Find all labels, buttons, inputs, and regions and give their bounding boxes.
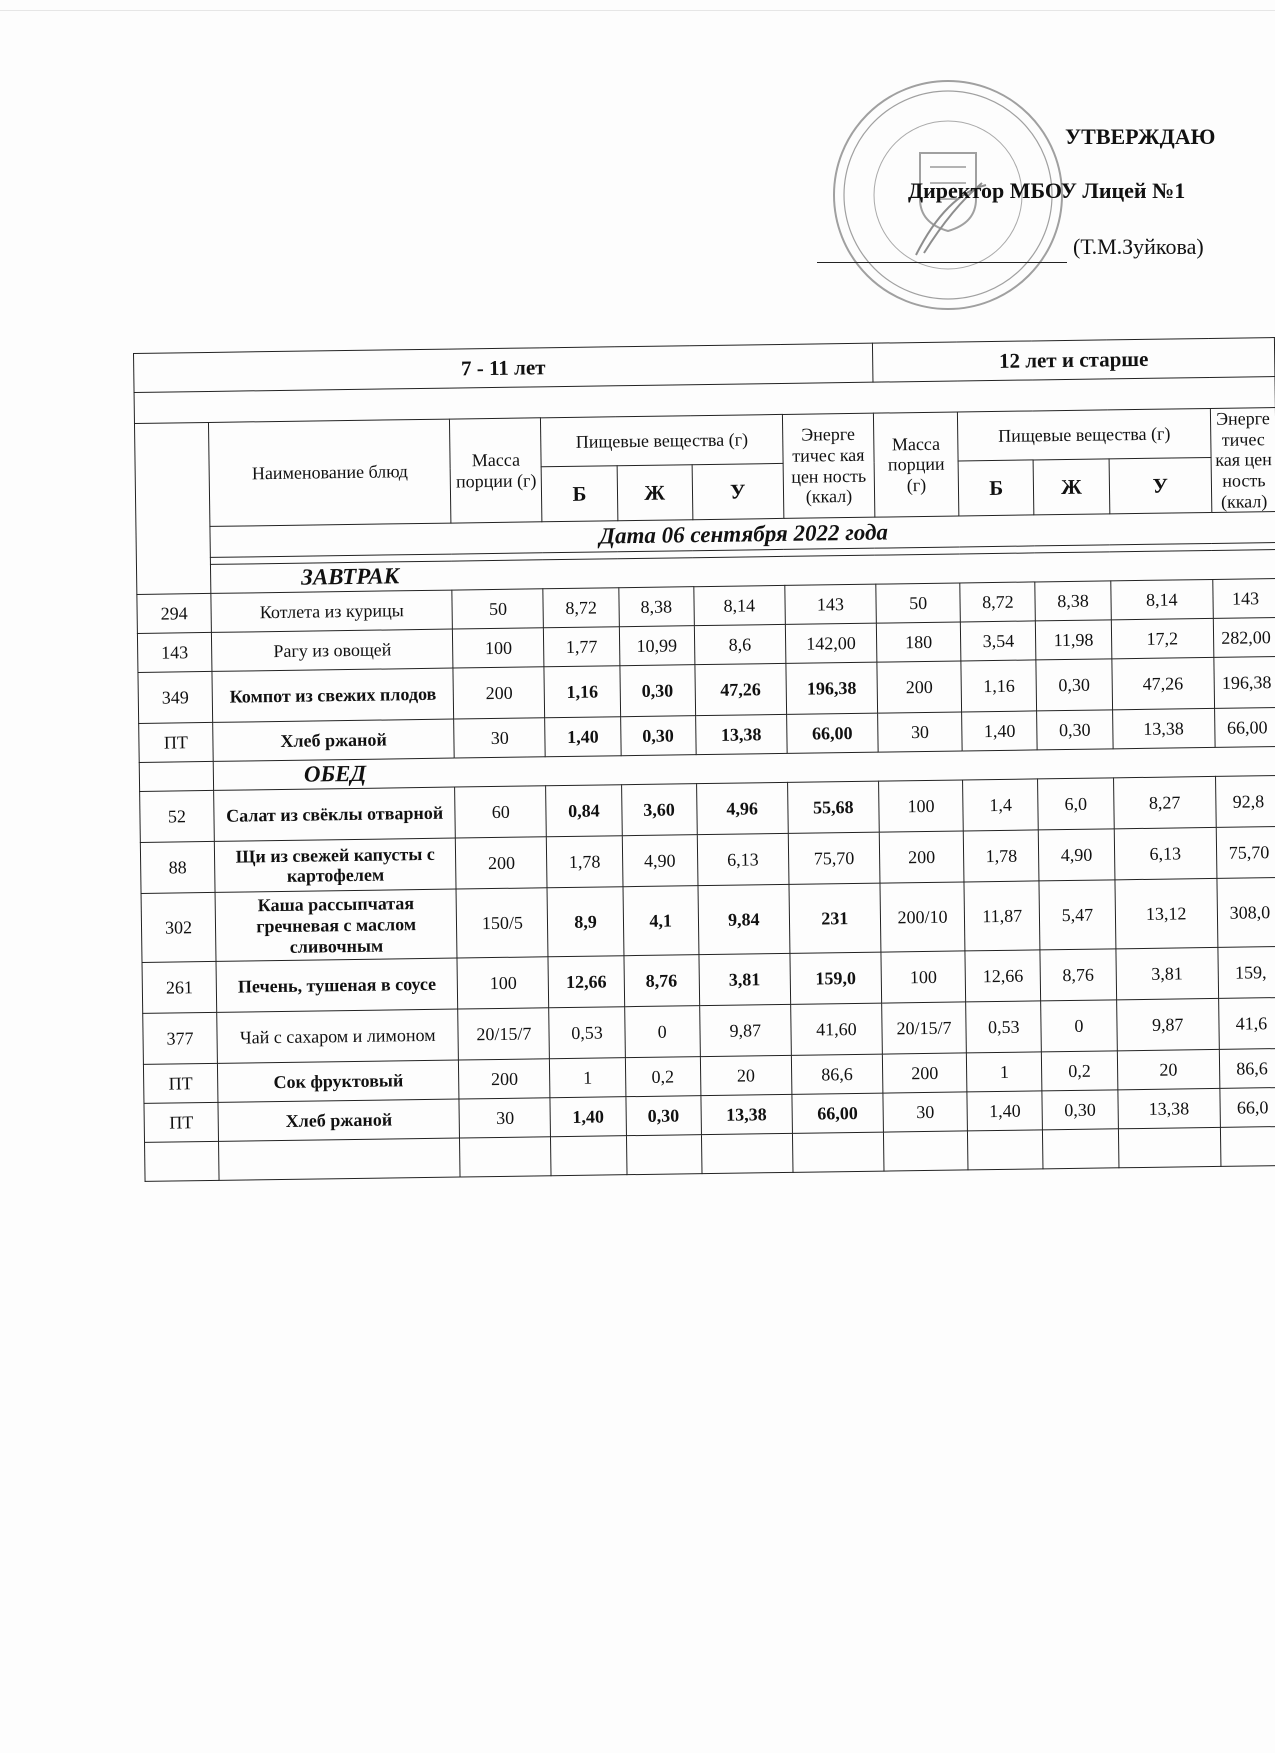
energy-cell-b: 282,00 xyxy=(1213,618,1275,658)
energy-cell-a: 142,00 xyxy=(785,624,877,664)
energy-cell-b: 86,6 xyxy=(1219,1049,1275,1089)
protein-header-a: Б xyxy=(542,466,618,522)
carbs-cell-b: 47,26 xyxy=(1111,658,1214,710)
protein-cell-b: 1 xyxy=(967,1052,1043,1092)
carbs-cell-b: 13,38 xyxy=(1117,1089,1220,1129)
fat-cell-b: 0 xyxy=(1041,1000,1117,1052)
protein-cell-a: 0,84 xyxy=(546,785,622,837)
recipe-code-cell: ПТ xyxy=(143,1064,218,1104)
signatory-name: (Т.М.Зуйкова) xyxy=(1073,234,1204,259)
dish-name-cell: Хлеб ржаной xyxy=(213,719,455,761)
energy-cell-a: 196,38 xyxy=(786,663,878,715)
protein-header-b: Б xyxy=(958,460,1034,516)
recipe-code-cell: 88 xyxy=(140,842,215,894)
portion-cell-b: 180 xyxy=(876,622,961,662)
carbs-cell-a: 3,81 xyxy=(699,954,791,1006)
protein-cell-a: 1,78 xyxy=(547,836,623,888)
fat-cell-a: 4,90 xyxy=(622,835,698,887)
protein-cell-b: 1,4 xyxy=(963,779,1039,831)
protein-cell-a: 1,77 xyxy=(544,627,620,667)
protein-cell-b: 1,78 xyxy=(963,830,1039,882)
recipe-code-cell: 261 xyxy=(142,962,217,1014)
energy-cell-b: 41,6 xyxy=(1219,998,1275,1050)
carbs-cell-a: 13,38 xyxy=(695,715,787,755)
carbs-cell-b: 8,27 xyxy=(1113,777,1216,829)
carbs-cell-a: 9,84 xyxy=(698,885,790,955)
dish-name-cell: Щи из свежей капусты с картофелем xyxy=(214,838,456,892)
empty-cell xyxy=(1043,1129,1119,1169)
empty-cell xyxy=(460,1137,552,1177)
portion-cell-b: 200 xyxy=(877,661,962,713)
fat-cell-b: 8,76 xyxy=(1040,949,1116,1001)
protein-cell-b: 3,54 xyxy=(961,621,1037,661)
carbs-cell-b: 13,12 xyxy=(1114,879,1217,949)
protein-cell-a: 12,66 xyxy=(548,956,624,1008)
portion-cell-a: 100 xyxy=(453,628,545,668)
energy-cell-a: 143 xyxy=(785,585,877,625)
carbs-header-a: У xyxy=(692,464,784,521)
fat-cell-b: 0,30 xyxy=(1037,710,1113,750)
protein-cell-a: 8,9 xyxy=(547,887,623,957)
protein-cell-a: 1,40 xyxy=(545,717,621,757)
carbs-header-b: У xyxy=(1109,458,1212,515)
portion-cell-a: 200 xyxy=(453,667,545,719)
age-group-7-11: 7 - 11 лет xyxy=(134,343,873,392)
fat-cell-a: 8,38 xyxy=(618,587,694,627)
empty-cell xyxy=(145,1142,220,1182)
fat-cell-b: 5,47 xyxy=(1039,880,1115,950)
dish-name-cell: Каша рассыпчатая гречневая с маслом сливочным xyxy=(215,889,457,961)
energy-cell-b: 92,8 xyxy=(1216,776,1275,828)
carbs-cell-a: 47,26 xyxy=(695,664,787,716)
energy-cell-b: 196,38 xyxy=(1214,657,1275,709)
portion-cell-a: 100 xyxy=(457,957,549,1009)
empty-cell xyxy=(883,1131,968,1171)
empty-cell xyxy=(626,1135,702,1175)
carbs-cell-b: 3,81 xyxy=(1115,948,1218,1000)
dish-name-cell: Хлеб ржаной xyxy=(218,1099,460,1141)
recipe-code-cell: 294 xyxy=(137,594,212,634)
portion-cell-b: 20/15/7 xyxy=(882,1002,967,1054)
carbs-cell-b: 17,2 xyxy=(1111,619,1214,659)
age-group-12-plus: 12 лет и старше xyxy=(872,338,1275,383)
protein-cell-a: 1 xyxy=(550,1058,626,1098)
empty-cell xyxy=(968,1130,1044,1170)
fat-cell-b: 8,38 xyxy=(1035,581,1111,621)
code-cell xyxy=(139,762,213,792)
energy-cell-a: 66,00 xyxy=(786,714,878,754)
scan-edge-line xyxy=(0,10,1275,11)
energy-cell-b: 66,00 xyxy=(1215,708,1275,748)
carbs-cell-a: 4,96 xyxy=(696,783,788,835)
protein-cell-a: 1,40 xyxy=(550,1097,626,1137)
portion-cell-b: 200 xyxy=(882,1053,967,1093)
protein-cell-b: 1,40 xyxy=(962,711,1038,751)
nutrients-header-a: Пищевые вещества (г) xyxy=(541,414,783,467)
portion-cell-b: 30 xyxy=(883,1092,968,1132)
signature-line xyxy=(817,262,1067,263)
energy-header-b: Энерге тичес кая цен ность (ккал) xyxy=(1210,408,1275,513)
protein-cell-b: 0,53 xyxy=(966,1001,1042,1053)
code-header-cell xyxy=(134,422,210,594)
fat-cell-a: 0 xyxy=(624,1006,700,1058)
dish-name-cell: Рагу из овощей xyxy=(211,629,453,671)
recipe-code-cell: 52 xyxy=(140,791,215,843)
fat-cell-a: 0,30 xyxy=(620,716,696,756)
energy-cell-b: 159, xyxy=(1218,947,1275,999)
carbs-cell-a: 20 xyxy=(700,1056,792,1096)
empty-cell xyxy=(1220,1127,1275,1167)
fat-header-b: Ж xyxy=(1033,459,1109,515)
carbs-cell-a: 8,14 xyxy=(694,586,786,626)
recipe-code-cell: 349 xyxy=(138,672,213,724)
menu-date: Дата 06 сентября 2022 года xyxy=(210,512,1275,558)
menu-table xyxy=(133,337,1275,1182)
portion-cell-b: 100 xyxy=(879,780,964,832)
fat-cell-a: 0,30 xyxy=(620,665,696,717)
dish-name-cell: Сок фруктовый xyxy=(217,1060,459,1102)
recipe-code-cell: 302 xyxy=(141,893,216,963)
fat-cell-a: 0,2 xyxy=(625,1057,701,1097)
energy-cell-a: 231 xyxy=(789,884,881,954)
carbs-cell-a: 13,38 xyxy=(701,1095,793,1135)
fat-cell-b: 0,30 xyxy=(1042,1090,1118,1130)
energy-cell-b: 308,0 xyxy=(1217,878,1275,948)
energy-cell-a: 75,70 xyxy=(788,833,880,885)
dish-name-cell: Чай с сахаром и лимоном xyxy=(217,1009,459,1063)
fat-cell-a: 10,99 xyxy=(619,626,695,666)
fat-cell-b: 0,30 xyxy=(1036,659,1112,711)
portion-cell-a: 60 xyxy=(455,786,547,838)
fat-cell-a: 8,76 xyxy=(624,955,700,1007)
section-title-breakfast: ЗАВТРАК xyxy=(210,550,1275,594)
energy-cell-a: 41,60 xyxy=(790,1004,882,1056)
protein-cell-b: 12,66 xyxy=(965,950,1041,1002)
carbs-cell-b: 20 xyxy=(1117,1050,1220,1090)
portion-cell-b: 100 xyxy=(881,951,966,1003)
portion-cell-a: 50 xyxy=(452,589,544,629)
carbs-cell-b: 6,13 xyxy=(1114,828,1217,880)
recipe-code-cell: 143 xyxy=(137,633,212,673)
fat-header-a: Ж xyxy=(617,465,693,521)
portion-header-b: Масса порции (г) xyxy=(873,412,959,518)
portion-cell-a: 30 xyxy=(454,718,546,758)
fat-cell-a: 4,1 xyxy=(623,886,699,956)
dish-name-cell: Салат из свёклы отварной xyxy=(214,787,456,841)
dish-name-cell: Котлета из курицы xyxy=(211,591,453,633)
protein-cell-b: 11,87 xyxy=(964,881,1040,951)
protein-cell-a: 1,16 xyxy=(544,666,620,718)
empty-cell xyxy=(701,1134,793,1174)
portion-cell-b: 200 xyxy=(879,831,964,883)
energy-cell-b: 75,70 xyxy=(1216,827,1275,879)
portion-cell-b: 50 xyxy=(876,583,961,623)
fat-cell-a: 3,60 xyxy=(621,784,697,836)
portion-cell-a: 200 xyxy=(456,837,548,889)
empty-cell xyxy=(551,1136,627,1176)
energy-cell-a: 55,68 xyxy=(787,782,879,834)
empty-cell xyxy=(792,1133,884,1173)
energy-header-a: Энерге тичес кая цен ность (ккал) xyxy=(782,413,875,519)
portion-cell-b: 30 xyxy=(878,712,963,752)
portion-cell-a: 30 xyxy=(459,1098,551,1138)
fat-cell-b: 6,0 xyxy=(1038,778,1114,830)
fat-cell-a: 0,30 xyxy=(626,1096,702,1136)
energy-cell-b: 143 xyxy=(1213,579,1275,619)
carbs-cell-b: 8,14 xyxy=(1110,580,1213,620)
empty-cell xyxy=(1118,1128,1221,1168)
approval-title: УТВЕРЖДАЮ xyxy=(1065,124,1216,149)
protein-cell-a: 8,72 xyxy=(543,588,619,628)
energy-cell-a: 66,00 xyxy=(792,1094,884,1134)
fat-cell-b: 11,98 xyxy=(1036,620,1112,660)
energy-cell-b: 66,0 xyxy=(1220,1088,1275,1128)
dish-name-header: Наименование блюд xyxy=(208,419,451,527)
carbs-cell-a: 8,6 xyxy=(694,625,786,665)
energy-cell-a: 159,0 xyxy=(790,953,882,1005)
carbs-cell-a: 6,13 xyxy=(697,834,789,886)
fat-cell-b: 4,90 xyxy=(1039,829,1115,881)
dish-name-cell: Компот из свежих плодов xyxy=(212,668,454,722)
carbs-cell-b: 13,38 xyxy=(1112,709,1215,749)
section-title-lunch: ОБЕД xyxy=(213,747,1275,791)
empty-cell xyxy=(219,1138,461,1180)
portion-cell-b: 200/10 xyxy=(880,882,965,952)
protein-cell-a: 0,53 xyxy=(549,1007,625,1059)
nutrients-header-b: Пищевые вещества (г) xyxy=(958,408,1211,461)
recipe-code-cell: 377 xyxy=(143,1013,218,1065)
protein-cell-b: 8,72 xyxy=(960,582,1036,622)
portion-header-a: Масса порции (г) xyxy=(450,418,543,524)
energy-cell-a: 86,6 xyxy=(791,1055,883,1095)
director-position: Директор МБОУ Лицей №1 xyxy=(908,178,1186,203)
portion-cell-a: 150/5 xyxy=(456,888,548,958)
protein-cell-b: 1,40 xyxy=(967,1091,1043,1131)
dish-name-cell: Печень, тушеная в соусе xyxy=(216,958,458,1012)
fat-cell-b: 0,2 xyxy=(1042,1051,1118,1091)
carbs-cell-b: 9,87 xyxy=(1116,999,1219,1051)
recipe-code-cell: ПТ xyxy=(144,1103,219,1143)
portion-cell-a: 20/15/7 xyxy=(458,1008,550,1060)
recipe-code-cell: ПТ xyxy=(139,723,214,763)
carbs-cell-a: 9,87 xyxy=(699,1005,791,1057)
protein-cell-b: 1,16 xyxy=(961,660,1037,712)
portion-cell-a: 200 xyxy=(459,1059,551,1099)
